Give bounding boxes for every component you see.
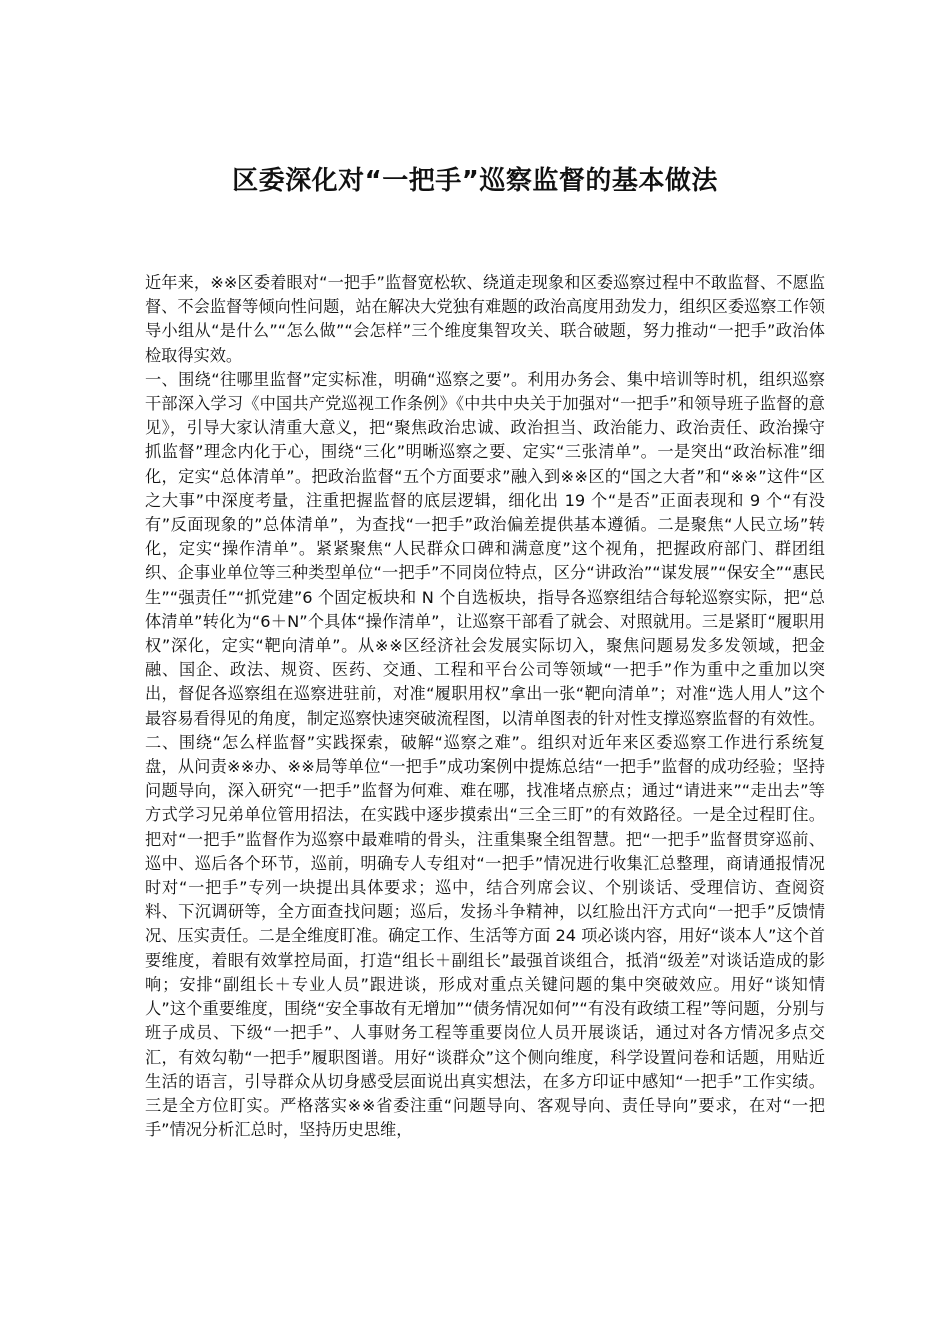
document-body <box>145 271 825 1142</box>
intro-paragraph: 近年来，※※区委着眼对“一把手”监督宽松软、绕道走现象和区委巡察过程中不敢监督、不愿监督、不会监督等倾向性问题，站在解决大党独有难题的政治高度用劲发力，组织区委巡察工作领导小组从“是什么”“怎么做”“会怎样”三个维度集智攻关、联合破题，努力推动“一把手”政治体检取得实效。 <box>145 273 825 365</box>
section-two-paragraph: 二、围绕“怎么样监督”实践探索，破解“巡察之难”。组织对近年来区委巡察工作进行系统复盘，从问责※※办、※※局等单位“一把手”成功案例中提炼总结“一把手”监督的成功经验；坚持问题导向，深入研究“一把手”监督为何难、难在哪，找准堵点瘀点；通过“请进来”“走出去”等方式学习兄弟单位管用招法，在实践中逐步摸索出“三全三盯”的有效路径。一是全过程盯住。把对“一把手”监督作为巡察中最难啃的骨头，注重集聚全组智慧。把“一把手”监督贯穿巡前、巡中、巡后各个环节，巡前，明确专人专组对“一把手”情况进行收集汇总整理，商请通报情况时对“一把手”专列一块提出具体要求；巡中，结合列席会议、个别谈话、受理信访、查阅资料、下沉调研等，全方面查找问题；巡后，发扬斗争精神，以红脸出汗方式向“一把手”反馈情况、压实责任。二是全维度盯准。确定工作、生活等方面 24 项必谈内容，用好“谈本人”这个首要维度，着眼有效掌控局面，打造“组长＋副组长”最强首谈组合，抵消“级差”对谈话造成的影响；安排“副组长＋专业人员”跟进谈，形成对重点关键问题的集中突破效应。用好“谈知情人”这个重要维度，围绕“安全事故有无增加”“债务情况如何”“有没有政绩工程”等问题，分别与班子成员、下级“一把手”、人事财务工程等重要岗位人员开展谈话，通过对各方情况多点交汇，有效勾勒“一把手”履职图谱。用好“谈群众”这个侧向维度，科学设置问卷和话题，用贴近生活的语言，引导群众从切身感受层面说出真实想法，在多方印证中感知“一把手”工作实绩。三是全方位盯实。严格落实※※省委注重“问题导向、客观导向、责任导向”要求，在对“一把手”情况分析汇总时，坚持历史思维， <box>145 732 825 1140</box>
section-one-paragraph: 一、围绕“往哪里监督”定实标准，明确“巡察之要”。利用办务会、集中培训等时机，组织巡察干部深入学习《中国共产党巡视工作条例》《中共中央关于加强对“一把手”和领导班子监督的意见》，引导大家认清重大意义，把“聚焦政治忠诚、政治担当、政治能力、政治责任、政治操守抓监督”理念内化于心，围绕“三化”明晰巡察之要、定实“三张清单”。一是突出“政治标准”细化，定实“总体清单”。把政治监督“五个方面要求”融入到※※区的“国之大者”和“※※”这件“区之大事”中深度考量，注重把握监督的底层逻辑，细化出 19 个“是否”正面表现和 9 个“有没有”反面现象的”总体清单”，为查找“一把手”政治偏差提供基本遵循。二是聚焦“人民立场”转化，定实“操作清单”。紧紧聚焦“人民群众口碑和满意度”这个视角，把握政府部门、群团组织、企事业单位等三种类型单位“一把手”不同岗位特点，区分“讲政治”“谋发展”“保安全”“惠民生”“强责任”“抓党建”6 个固定板块和 N 个自选板块，指导各巡察组结合每轮巡察实际，把“总体清单”转化为“6＋N”个具体“操作清单”，让巡察干部看了就会、对照就用。三是紧盯“履职用权”深化，定实“靶向清单”。从※※区经济社会发展实际切入，聚焦问题易发多发领域，把金融、国企、政法、规资、医药、交通、工程和平台公司等领域“一把手”作为重中之重加以突出，督促各巡察组在巡察进驻前，对准“履职用权”拿出一张“靶向清单”；对准“选人用人”这个最容易看得见的角度，制定巡察快速突破流程图，以清单图表的针对性支撑巡察监督的有效性。 <box>145 369 825 728</box>
document-title: 区委深化对“一把手”巡察监督的基本做法 <box>232 166 718 196</box>
